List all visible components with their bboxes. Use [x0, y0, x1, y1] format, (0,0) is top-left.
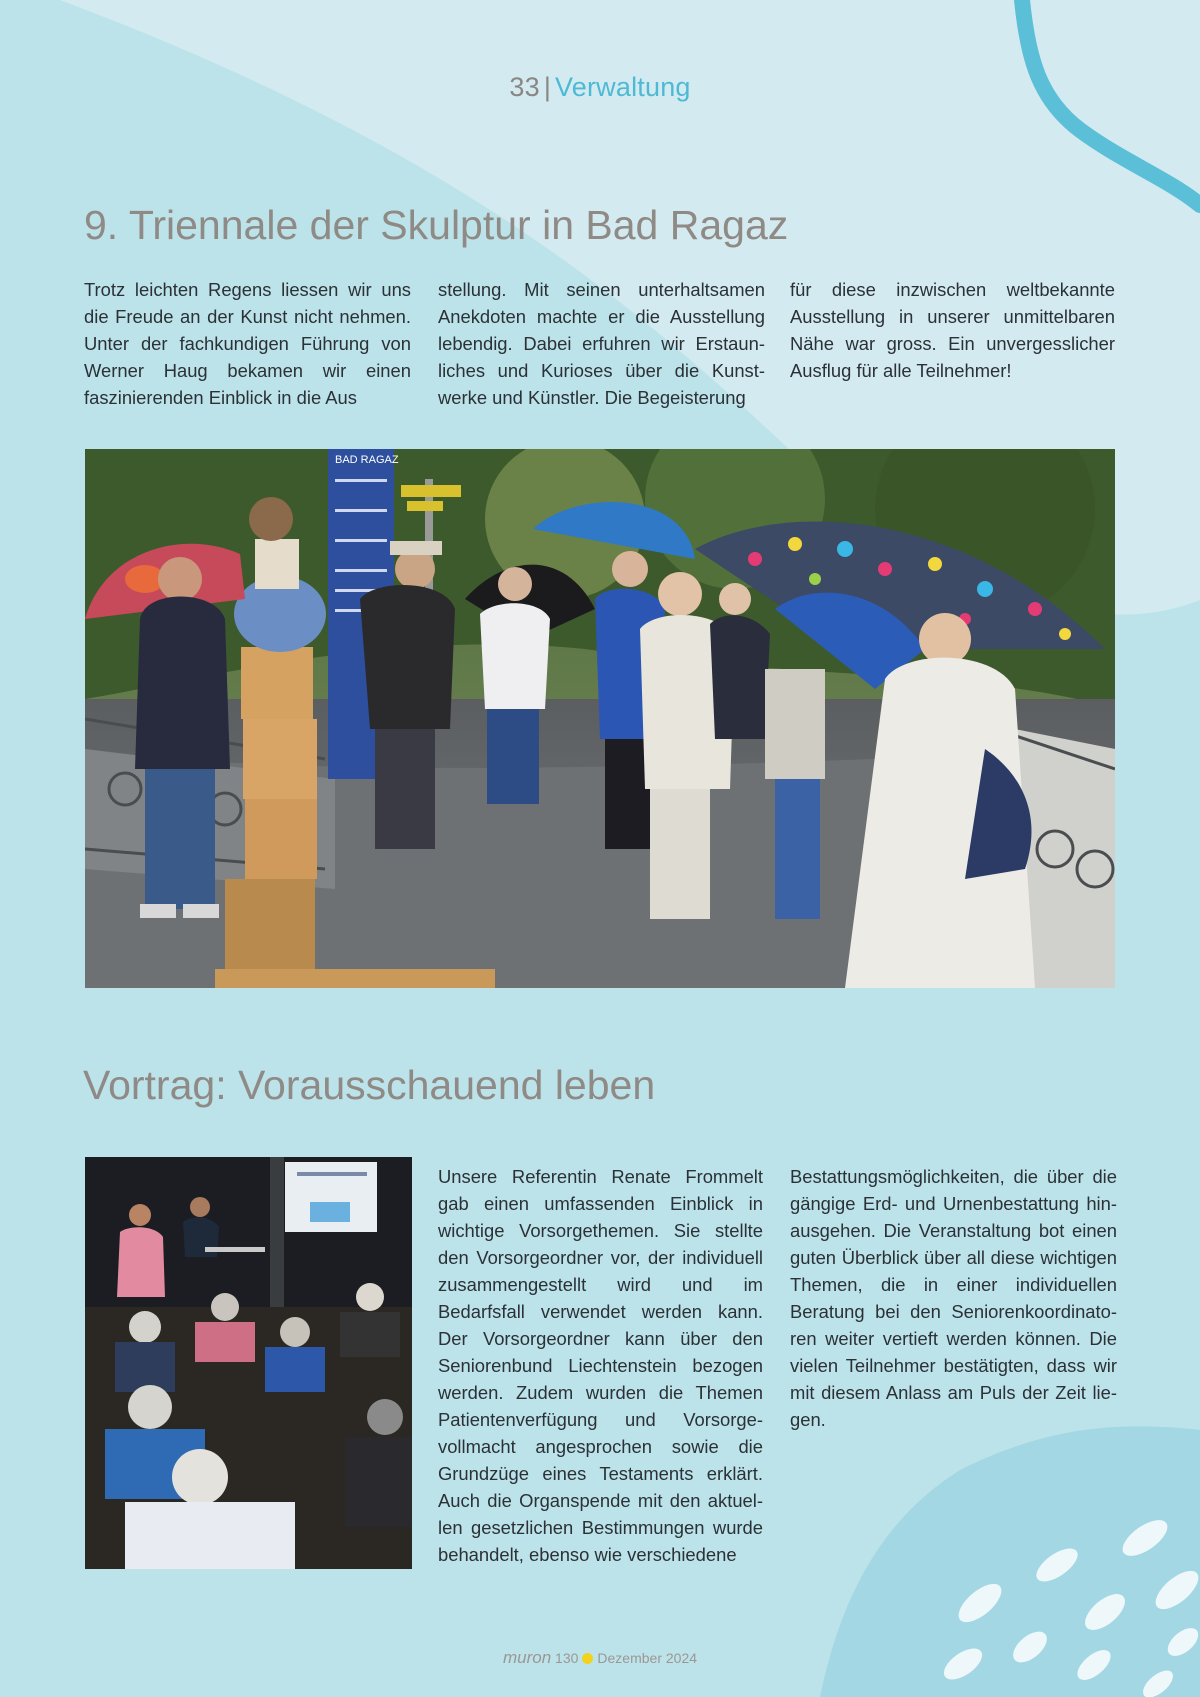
lecture-photo — [85, 1157, 412, 1569]
issue-date: Dezember 2024 — [597, 1650, 698, 1666]
page-footer — [0, 1648, 1200, 1668]
article-1-column-2: stellung. Mit seinen unterhaltsamen Anekdoten machte er die Ausstellung lebendig. Dabei erfuhren wir Erstaunliches und Kurioses über die Kunstwerke und Künstler. Die Begeisterung — [438, 279, 765, 408]
footer-dot — [582, 1653, 593, 1664]
header-separator: | — [543, 72, 552, 102]
article-2-column-2: Bestattungsmöglichkeiten, die über die gängige Erd- und Urnenbestattung hinausgehen. Die Veranstaltung bot einen guten Überblick über all diese wichtigen Themen, die in einer individuellen Beratung bei den Seniorenkoordinatoren weiter vertieft werden können. Die vielen Teilnehmer bestätigten, dass wir mit diesem Anlass am Puls der Zeit liegen. — [790, 1166, 1117, 1430]
article-1-column-3: für diese inzwischen weltbekannte Ausstellung in unserer unmittelbaren Nähe war gross. Ein unvergesslicher Ausflug für alle Teilnehmer! — [790, 279, 1115, 381]
sculpture-tour-photo — [85, 449, 1115, 988]
magazine-name: muron — [502, 1648, 552, 1667]
article-1-column-1: Trotz leichten Regens liessen wir uns die Freude an der Kunst nicht nehmen. Unter der fachkundigen Führung von Werner Haug bekamen wir einen faszinierenden Einblick in die Aus — [84, 279, 411, 408]
sign-text: BAD RAGAZ — [335, 454, 399, 466]
page-number: 33 — [509, 72, 540, 102]
issue-number: 130 — [555, 1650, 579, 1666]
article-2-column-1: Unsere Referentin Renate Frommelt gab einen umfassenden Einblick in wichtige Vorsorgethemen. Sie stellte den Vorsorgeordner vor, der individuell zusammengestellt wird und im Bedarfsfall verwendet werden kann. Der Vorsorgeordner kann über den Seniorenbund Liechtenstein bezogen werden. Zudem wurden die Themen Patientenverfügung und Vorsorgevollmacht angesprochen sowie die Grundzüge eines Testaments erklärt. Auch die Organspende mit den aktuellen gesetzlichen Bestimmungen wurde behandelt, ebenso wie verschiedene — [438, 1166, 763, 1565]
page-header — [0, 72, 1200, 103]
article-1-title: 9. Triennale der Skulptur in Bad Ragaz — [84, 202, 789, 248]
section-title: Verwaltung — [555, 72, 691, 102]
article-2-title: Vortrag: Vorausschauend leben — [83, 1062, 656, 1108]
